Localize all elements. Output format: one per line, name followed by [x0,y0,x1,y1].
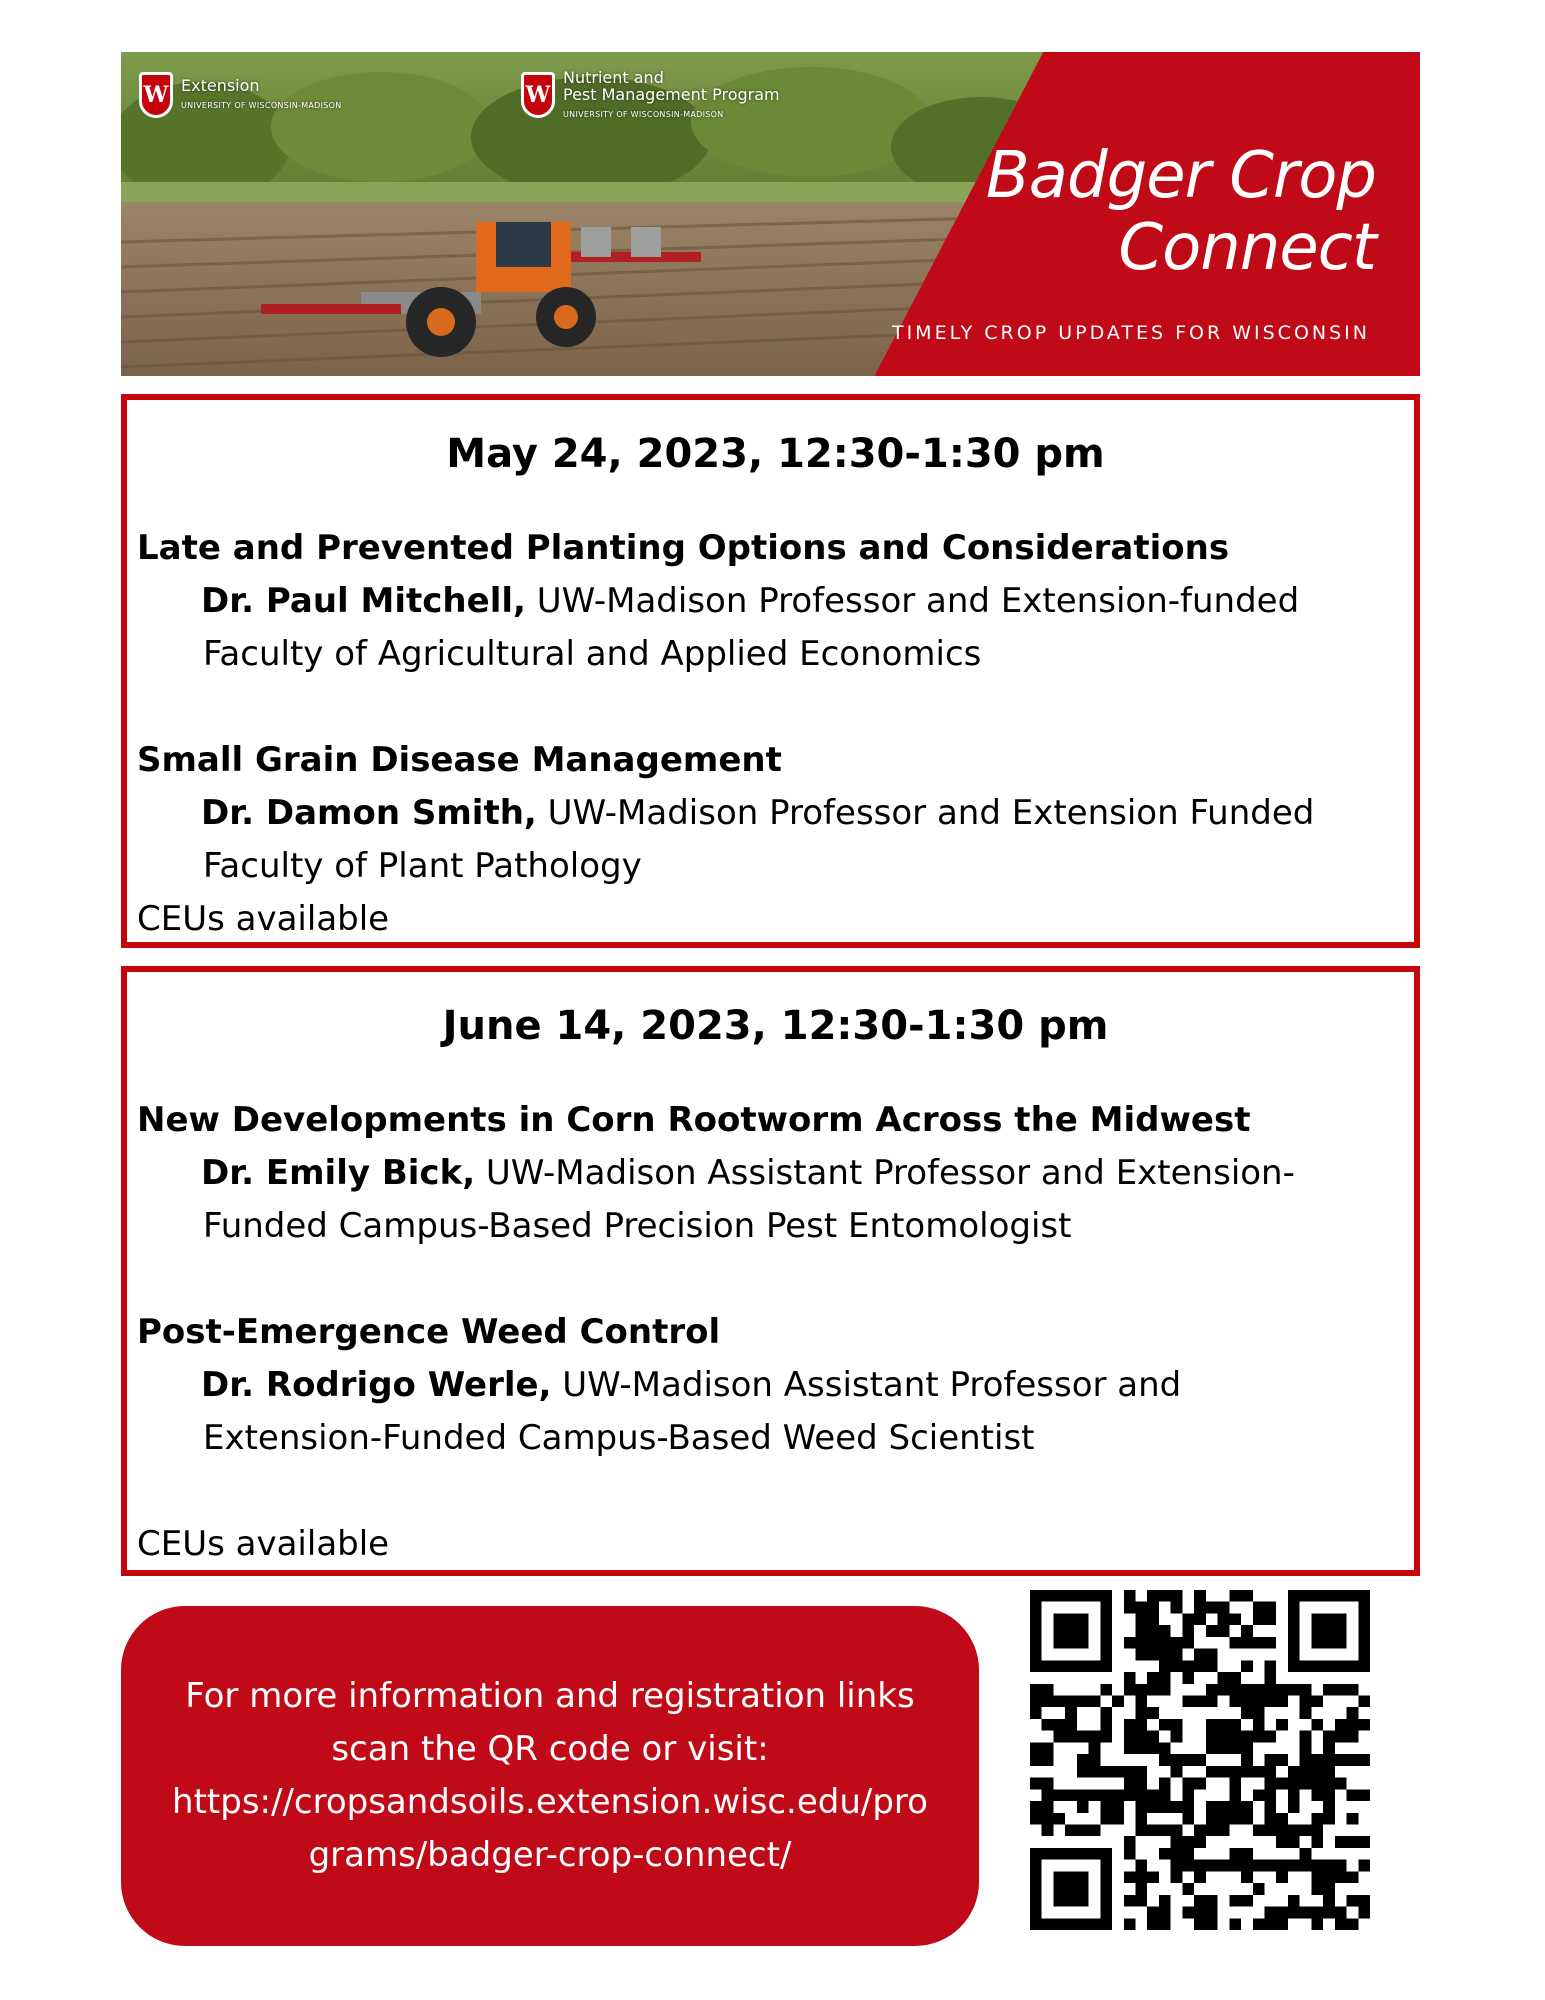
speaker-role-cont: Extension-Funded Campus-Based Weed Scientist [203,1418,1035,1458]
banner-tagline: TIMELY CROP UPDATES FOR WISCONSIN [891,322,1370,344]
speaker-info [137,787,1414,893]
uw-crest-icon: W [139,72,173,118]
talk-title: Small Grain Disease Management [137,740,782,780]
extension-logo-main: Extension [181,76,260,96]
event-date: May 24, 2023, 12:30-1:30 pm [446,431,1105,477]
npm-logo-line1: Nutrient and [563,68,664,87]
talk-title: Late and Prevented Planting Options and Considerations [137,528,1230,568]
speaker-role: UW-Madison Professor and Extension-funded [525,581,1300,621]
speaker-role-cont: Faculty of Agricultural and Applied Economics [203,634,982,674]
speaker-role-cont: Faculty of Plant Pathology [203,846,642,886]
event-date: June 14, 2023, 12:30-1:30 pm [442,1003,1109,1049]
speaker-info [137,1359,1414,1465]
registration-link[interactable]: https://cropsandsoils.extension.wisc.edu/pro [172,1782,928,1822]
speaker-role: UW-Madison Professor and Extension Funded [536,793,1315,833]
speaker-info [137,575,1414,681]
nutrient-pest-logo [521,70,780,120]
info-line-2: scan the QR code or visit: [331,1729,769,1769]
ceus-note: CEUs available [137,1524,390,1564]
speaker-role: UW-Madison Assistant Professor and [551,1365,1182,1405]
talk-title: Post-Emergence Weed Control [137,1312,721,1352]
speaker-role-cont: Funded Campus-Based Precision Pest Entomologist [203,1206,1072,1246]
registration-info [121,1606,979,1946]
info-line-1: For more information and registration links [185,1676,915,1716]
speaker-role: UW-Madison Assistant Professor and Extension- [475,1153,1295,1193]
title-line-2: Connect [1118,211,1376,285]
registration-link-cont[interactable]: grams/badger-crop-connect/ [308,1835,792,1875]
uw-crest-icon: W [521,72,555,118]
extension-logo [139,72,342,118]
speaker-name: Dr. Rodrigo Werle, [201,1365,552,1405]
talk-title: New Developments in Corn Rootworm Across the Midwest [137,1100,1251,1140]
speaker-name: Dr. Emily Bick, [201,1153,476,1193]
ceus-note: CEUs available [137,899,390,939]
speaker-info [137,1147,1414,1253]
qr-code-icon[interactable] [1030,1590,1370,1930]
banner-title [986,140,1376,284]
npm-logo-line2: Pest Management Program [563,84,780,104]
npm-logo-sub: UNIVERSITY OF WISCONSIN-MADISON [563,109,724,119]
speaker-name: Dr. Damon Smith, [201,793,537,833]
extension-logo-sub: UNIVERSITY OF WISCONSIN-MADISON [181,101,342,110]
speaker-name: Dr. Paul Mitchell, [201,581,526,621]
event-box-may [121,394,1420,948]
header-banner [121,52,1420,376]
event-box-june [121,966,1420,1576]
title-line-1: Badger Crop [985,139,1376,213]
